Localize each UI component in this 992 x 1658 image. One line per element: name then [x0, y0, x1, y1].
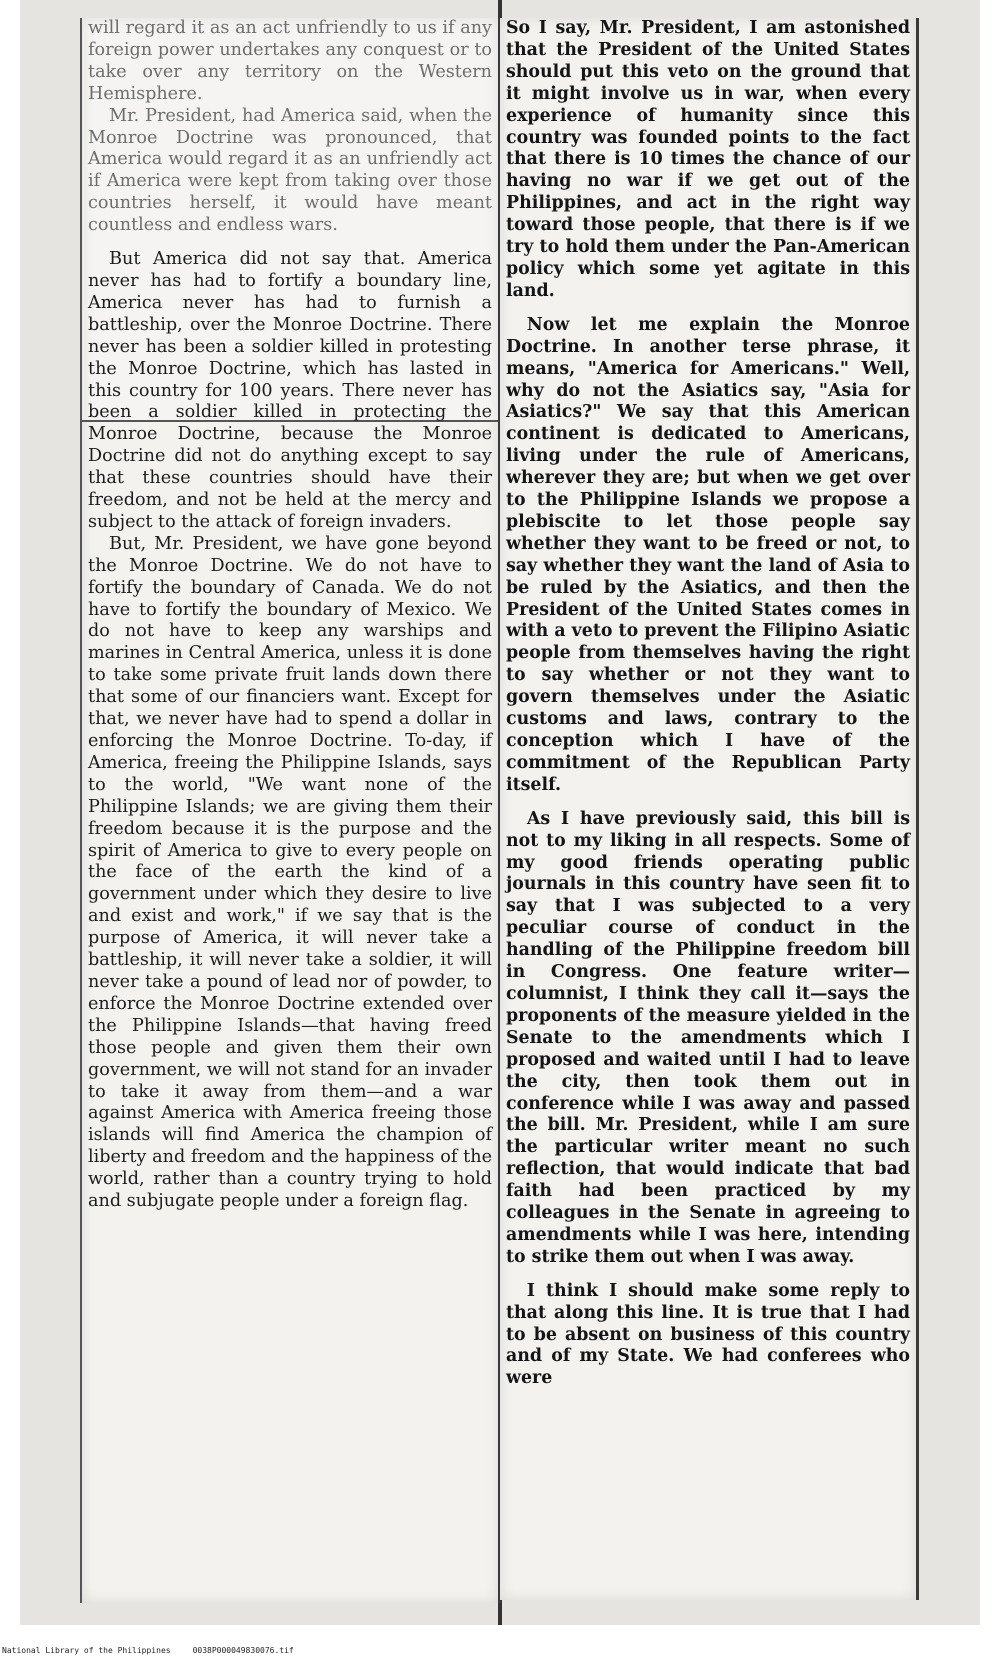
left-column-text [88, 18, 492, 1213]
left-paragraph-3: But America did not say that. America never has had to fortify a boundary line, America never has had to furnish a battleship, over the Monroe Doctrine. There never has been a soldier killed in protesting the Monroe Doctrine, which has lasted in this country for 100 years. There never has been a soldier killed in protecting the Monroe Doctrine, because the Monroe Doctrine did not do anything except to say that these countries should have their freedom, and not be held at the mercy and subject to the attack of foreign invaders. [88, 249, 492, 532]
right-column-text [506, 18, 910, 1390]
left-paragraph-1: will regard it as an act unfriendly to us if any foreign power undertakes any conquest or to take over any territory on the Western Hemisphere. [88, 18, 492, 104]
right-paragraph-4: I think I should make some reply to that along this line. It is true that I had to be absent on business of this country and of my State. We had conferees who were [506, 1280, 910, 1389]
file-id: 0038P000049830076.tif [192, 1646, 294, 1655]
left-paragraph-2: Mr. President, had America said, when the Monroe Doctrine was pronounced, that America would regard it as an unfriendly act if America were kept from taking over those countries herself, it would have meant countless and endless wars. [88, 105, 492, 236]
left-column-clipping [80, 18, 501, 1603]
right-column-clipping [500, 18, 919, 1600]
scan-footer [2, 1646, 294, 1656]
right-paragraph-1: So I say, Mr. President, I am astonished that the President of the United States should put this veto on the ground that it might involve us in war, when every experience of humanity since this country was founded points to the fact that there is 10 times the chance of our having no war if we get out of the Philippines, and act in the right way toward those people, that there is if we try to hold them under the Pan-American policy which some yet agitate in this land. [506, 18, 910, 301]
right-paragraph-2: Now let me explain the Monroe Doctrine. In another terse phrase, it means, "America for Americans." Well, why do not the Asiatics say, "Asia for Asiatics?" We say that this American continent is dedicated to Americans, living under the rule of Americans, wherever they are; but when we get over to the Philippine Islands we propose a plebiscite to let those people say whether they want to be freed or not, to say whether they want the land of Asia to be ruled by the Asiatics, and then the President of the United States comes in with a veto to prevent the Filipino Asiatic people from themselves having the right to say whether or not they want to govern themselves under the Asiatic customs and laws, contrary to the conception which I have of the commitment of the Republican Party itself. [506, 314, 910, 795]
scanned-page [20, 0, 980, 1625]
right-paragraph-3: As I have previously said, this bill is not to my liking in all respects. Some of my good friends operating public journals in this country have seen fit to say that I was subjected to a very peculiar course of conduct in the handling of the Philippine freedom bill in Congress. One feature writer—columnist, I think they call it—says the proponents of the measure yielded in the Senate to the amendments which I proposed and waited until I had to leave the city, then took them out in conference while I was away and passed the bill. Mr. President, while I am sure the particular writer meant no such reflection, that would indicate that bad faith had been practiced by my colleagues in the Senate in agreeing to amendments while I was here, intending to strike them out when I was away. [506, 808, 910, 1267]
left-paragraph-4: But, Mr. President, we have gone beyond the Monroe Doctrine. We do not have to fortify the boundary of Canada. We do not have to fortify the boundary of Mexico. We do not have to keep any warships and marines in Central America, unless it is done to take some private fruit lands down there that some of our financiers want. Except for that, we never have had to spend a dollar in enforcing the Monroe Doctrine. To-day, if America, freeing the Philippine Islands, says to the world, "We want none of the Philippine Islands; we are giving them their freedom because it is the purpose and the spirit of America to give to every people on the face of the earth the kind of a government under which they desire to live and exist and work," if we say that is the purpose of America, it will never take a battleship, it will never take a soldier, it will never take a pound of lead nor of powder, to enforce the Monroe Doctrine extended over the Philippine Islands—that having freed those people and given them their own government, we will not stand for an invader to take it away from them—and a war against America with America freeing those islands will find America the champion of liberty and freedom and the happiness of the world, rather than a country trying to hold and subjugate people under a foreign flag. [88, 533, 492, 1212]
library-name: National Library of the Philippines [2, 1646, 171, 1655]
